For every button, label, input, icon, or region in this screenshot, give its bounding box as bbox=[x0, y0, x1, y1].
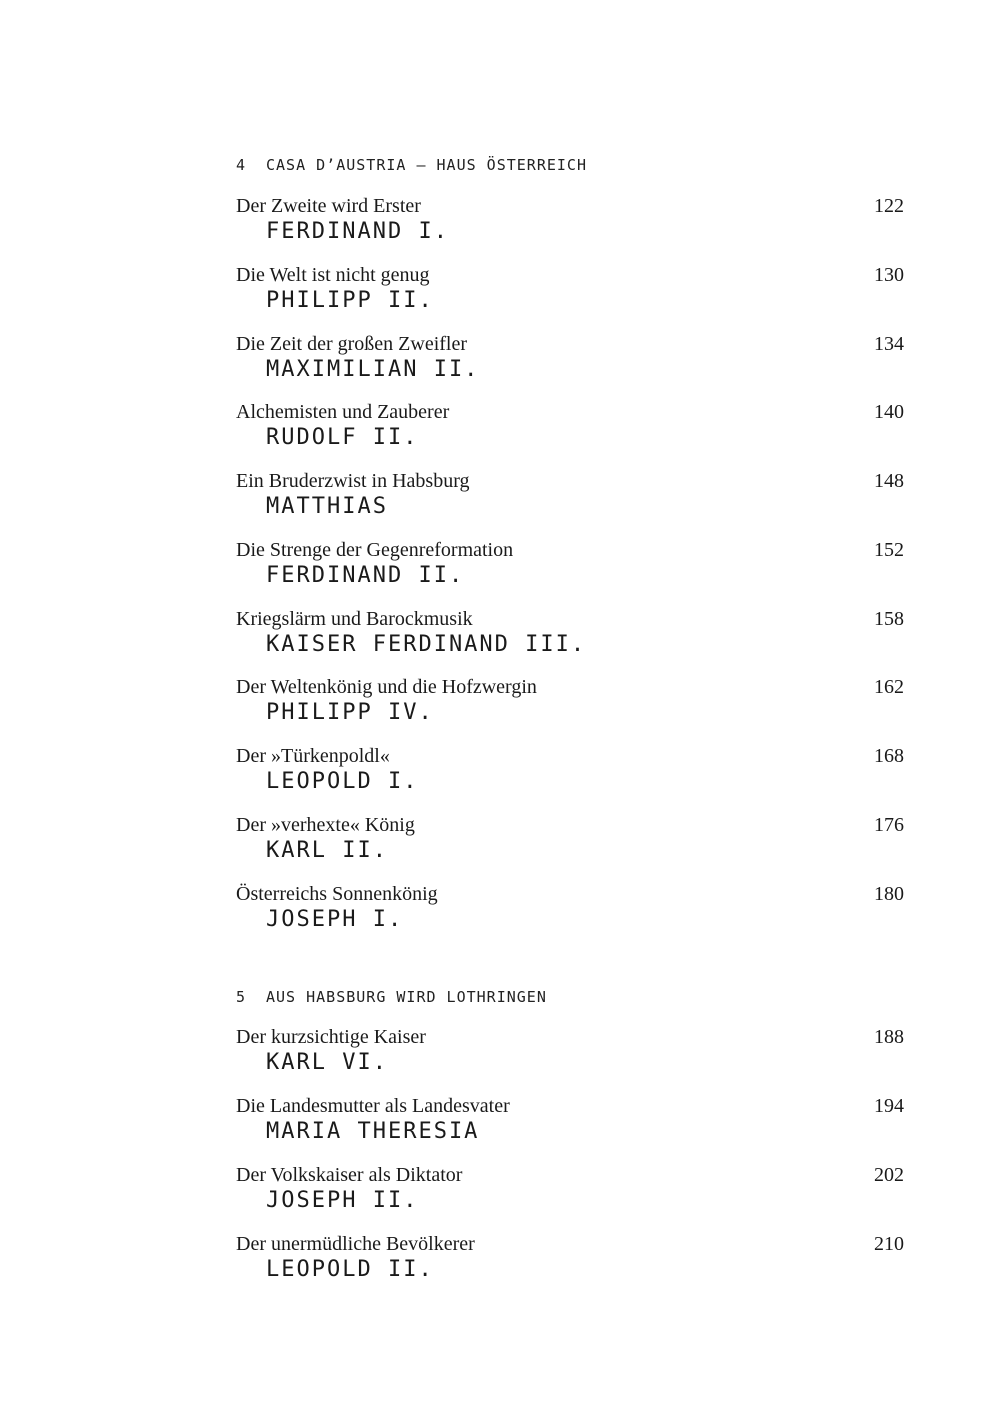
section-title: CASA D’AUSTRIA – HAUS ÖSTERREICH bbox=[266, 156, 587, 174]
ruler-name: LEOPOLD I. bbox=[266, 769, 419, 794]
chapter-title: Der kurzsichtige Kaiser bbox=[236, 1026, 426, 1048]
page-number: 134 bbox=[874, 333, 904, 355]
chapter-title: Kriegslärm und Barockmusik bbox=[236, 608, 473, 630]
page-number: 122 bbox=[874, 195, 904, 217]
ruler-name: KAISER FERDINAND III. bbox=[266, 632, 587, 657]
page-number: 130 bbox=[874, 264, 904, 286]
page-number: 210 bbox=[874, 1233, 904, 1255]
page-number: 152 bbox=[874, 539, 904, 561]
toc-entry[interactable] bbox=[236, 676, 904, 736]
toc-entry[interactable] bbox=[236, 1164, 904, 1224]
toc-entry[interactable] bbox=[236, 195, 904, 255]
ruler-name: MARIA THERESIA bbox=[266, 1119, 480, 1144]
section-number: 4 bbox=[236, 156, 247, 174]
page-number: 158 bbox=[874, 608, 904, 630]
chapter-title: Der Weltenkönig und die Hofzwergin bbox=[236, 676, 537, 698]
toc-entry[interactable] bbox=[236, 539, 904, 599]
chapter-title: Die Welt ist nicht genug bbox=[236, 264, 430, 286]
chapter-title: Der Zweite wird Erster bbox=[236, 195, 421, 217]
section-heading bbox=[236, 156, 587, 174]
page-number: 140 bbox=[874, 401, 904, 423]
toc-entry[interactable] bbox=[236, 1026, 904, 1086]
ruler-name: PHILIPP IV. bbox=[266, 700, 434, 725]
ruler-name: JOSEPH I. bbox=[266, 907, 404, 932]
toc-entry[interactable] bbox=[236, 264, 904, 324]
ruler-name: MATTHIAS bbox=[266, 494, 388, 519]
toc-entry[interactable] bbox=[236, 1233, 904, 1293]
ruler-name: JOSEPH II. bbox=[266, 1188, 419, 1213]
page-number: 148 bbox=[874, 470, 904, 492]
ruler-name: KARL II. bbox=[266, 838, 388, 863]
chapter-title: Die Landesmutter als Landesvater bbox=[236, 1095, 510, 1117]
page-number: 168 bbox=[874, 745, 904, 767]
page-number: 194 bbox=[874, 1095, 904, 1117]
chapter-title: Der »verhexte« König bbox=[236, 814, 415, 836]
chapter-title: Der Volkskaiser als Diktator bbox=[236, 1164, 463, 1186]
toc-entry[interactable] bbox=[236, 814, 904, 874]
chapter-title: Ein Bruderzwist in Habsburg bbox=[236, 470, 470, 492]
page-number: 176 bbox=[874, 814, 904, 836]
ruler-name: MAXIMILIAN II. bbox=[266, 357, 480, 382]
page-number: 202 bbox=[874, 1164, 904, 1186]
ruler-name: FERDINAND I. bbox=[266, 219, 449, 244]
chapter-title: Die Zeit der großen Zweifler bbox=[236, 333, 468, 355]
toc-entry[interactable] bbox=[236, 470, 904, 530]
chapter-title: Der unermüdliche Bevölkerer bbox=[236, 1233, 475, 1255]
section-number: 5 bbox=[236, 988, 247, 1006]
page-number: 188 bbox=[874, 1026, 904, 1048]
toc-entry[interactable] bbox=[236, 1095, 904, 1155]
ruler-name: PHILIPP II. bbox=[266, 288, 434, 313]
section-title: AUS HABSBURG WIRD LOTHRINGEN bbox=[266, 988, 547, 1006]
chapter-title: Alchemisten und Zauberer bbox=[236, 401, 450, 423]
ruler-name: FERDINAND II. bbox=[266, 563, 465, 588]
toc-entry[interactable] bbox=[236, 745, 904, 805]
page-number: 162 bbox=[874, 676, 904, 698]
chapter-title: Die Strenge der Gegenreformation bbox=[236, 539, 514, 561]
chapter-title: Der »Türkenpoldl« bbox=[236, 745, 390, 767]
ruler-name: LEOPOLD II. bbox=[266, 1257, 434, 1282]
toc-entry[interactable] bbox=[236, 608, 904, 668]
chapter-title: Österreichs Sonnenkönig bbox=[236, 883, 438, 905]
toc-entry[interactable] bbox=[236, 883, 904, 943]
ruler-name: KARL VI. bbox=[266, 1050, 388, 1075]
toc-entry[interactable] bbox=[236, 333, 904, 393]
page-number: 180 bbox=[874, 883, 904, 905]
toc-entry[interactable] bbox=[236, 401, 904, 461]
section-heading bbox=[236, 988, 547, 1006]
ruler-name: RUDOLF II. bbox=[266, 425, 419, 450]
